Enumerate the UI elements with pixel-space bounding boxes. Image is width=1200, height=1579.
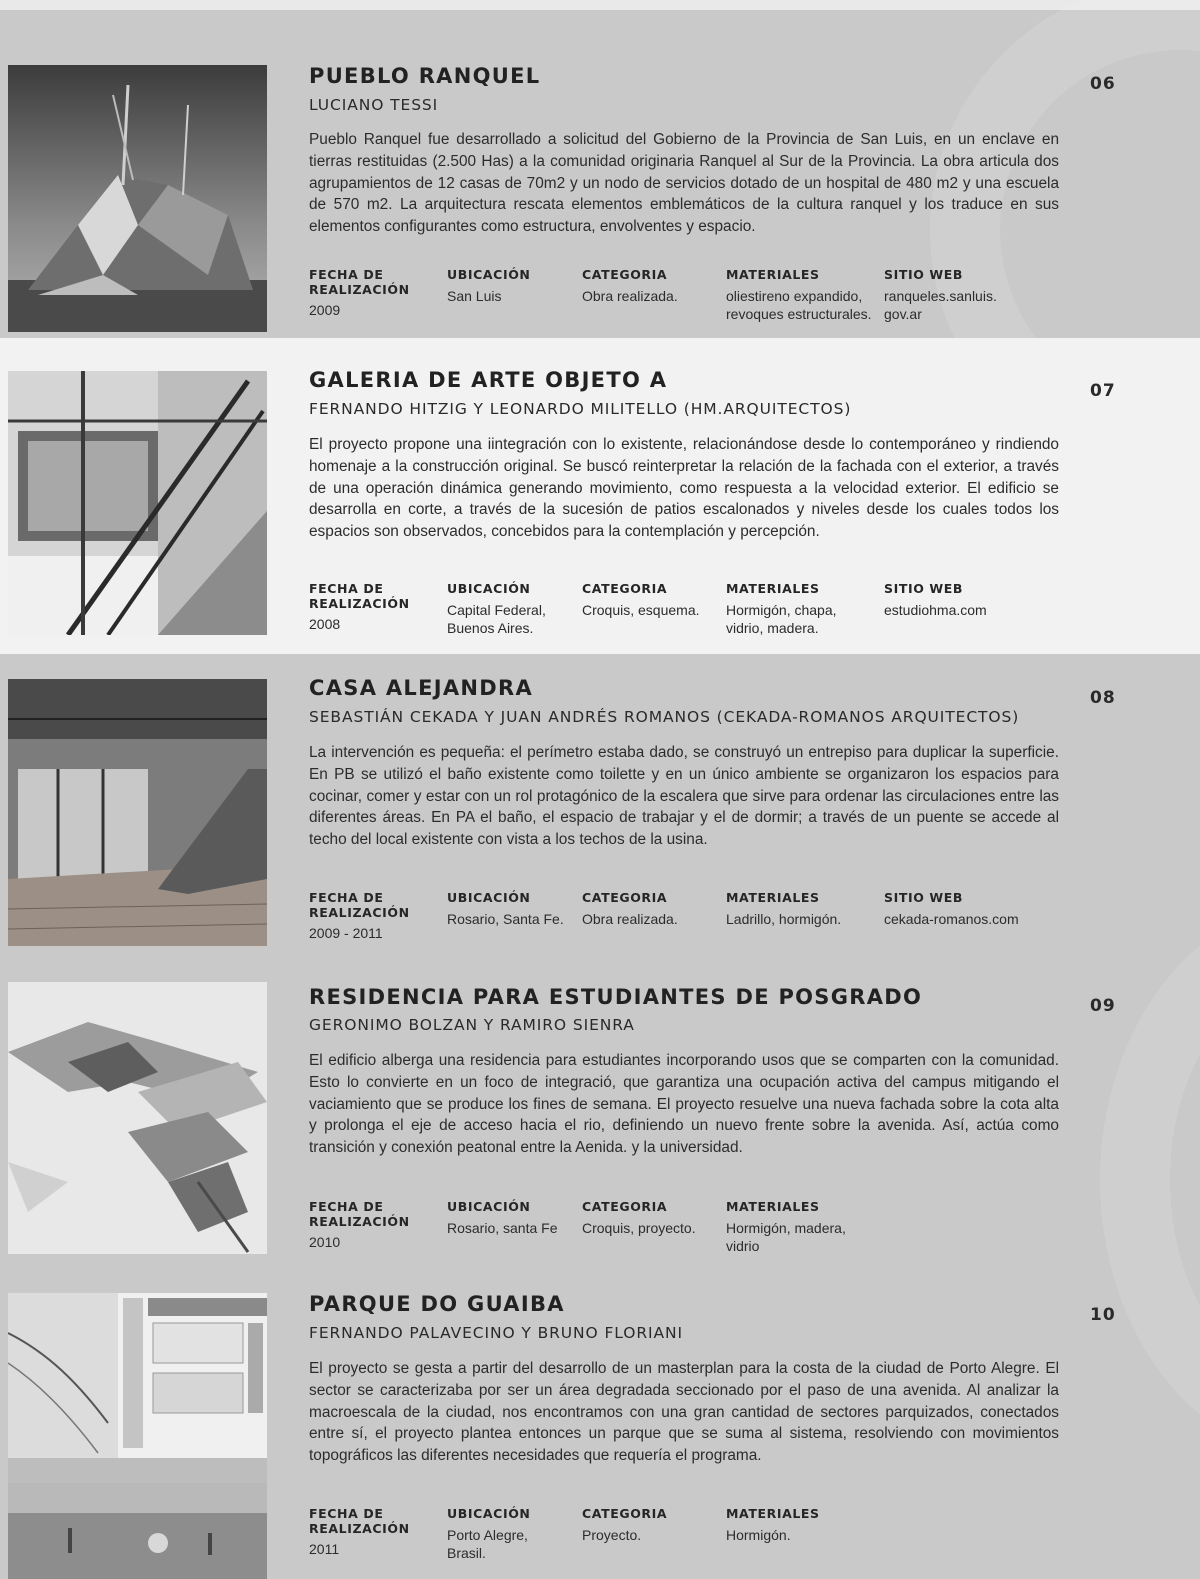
project-entry bbox=[0, 962, 1200, 1271]
website-value: cekada-romanos.com bbox=[884, 911, 1019, 927]
project-number: 09 bbox=[1090, 996, 1116, 1016]
location-value: Porto Alegre, Brasil. bbox=[447, 1527, 528, 1561]
date-value: 2009 bbox=[309, 302, 341, 318]
date-value: 2008 bbox=[309, 616, 341, 632]
project-title: PARQUE DO GUAIBA bbox=[309, 1292, 565, 1316]
materials-value: Hormigón, chapa, vidrio, madera. bbox=[726, 602, 837, 636]
project-number: 06 bbox=[1090, 74, 1116, 94]
category-value: Obra realizada. bbox=[582, 911, 678, 927]
category-value: Croquis, esquema. bbox=[582, 602, 700, 618]
category-value: Obra realizada. bbox=[582, 288, 678, 304]
location-label: UBICACIÓN bbox=[447, 581, 531, 596]
date-column bbox=[309, 890, 439, 942]
project-photo bbox=[8, 371, 267, 635]
project-authors: SEBASTIÁN CEKADA Y JUAN ANDRÉS ROMANOS (CEKADA-ROMANOS ARQUITECTOS) bbox=[309, 708, 1020, 726]
materials-column bbox=[726, 1199, 881, 1255]
date-column bbox=[309, 1199, 439, 1251]
date-label: FECHA DE REALIZACIÓN bbox=[309, 581, 410, 611]
category-column bbox=[582, 890, 722, 928]
project-title: RESIDENCIA PARA ESTUDIANTES DE POSGRADO bbox=[309, 985, 923, 1009]
category-label: CATEGORIA bbox=[582, 581, 668, 596]
location-column bbox=[447, 267, 577, 305]
project-description: Pueblo Ranquel fue desarrollado a solicitud del Gobierno de la Provincia de San Luis, en un enclave en tierras restituidas (2.500 Has) a la comunidad originaria Ranquel al Sur de la Provincia. La obra articula dos agrupamientos de 12 casas de 70m2 y un nodo de servicios dotado de un hospital de 480 m2 y una escuela de 570 m2. La arquitectura rescata elementos emblemáticos de la cultura ranquel y los traduce en sus elementos configurantes como estructura, envolventes y espacio. bbox=[309, 131, 1059, 236]
materials-value: oliestireno expandido, revoques estructurales. bbox=[726, 288, 872, 322]
category-column bbox=[582, 267, 722, 305]
location-column bbox=[447, 1199, 577, 1237]
project-details bbox=[309, 890, 1069, 960]
project-description: El proyecto propone una iintegración con lo existente, relacionándose desde lo contemporáneo y rindiendo homenaje a la construcción original. Se buscó reinterpretar la relación de la fachada con el exterior, a través de una operación dinámica generando movimiento, como respuesta a la velocidad exterior. El edificio se desarrolla en corte, a través de la sucesión de patios escalonados y niveles desde los cuales todos los espacios son observados, concebidos para la contemplación y percepción. bbox=[309, 436, 1059, 541]
materials-column bbox=[726, 1506, 881, 1544]
project-photo bbox=[8, 982, 267, 1254]
project-title: CASA ALEJANDRA bbox=[309, 676, 534, 700]
date-column bbox=[309, 581, 439, 633]
project-title: GALERIA DE ARTE OBJETO A bbox=[309, 368, 668, 392]
date-value: 2009 - 2011 bbox=[309, 925, 383, 941]
location-label: UBICACIÓN bbox=[447, 1506, 531, 1521]
category-label: CATEGORIA bbox=[582, 890, 668, 905]
materials-value: Ladrillo, hormigón. bbox=[726, 911, 842, 927]
category-label: CATEGORIA bbox=[582, 1199, 668, 1214]
location-column bbox=[447, 890, 577, 928]
project-authors: LUCIANO TESSI bbox=[309, 96, 439, 114]
website-label: SITIO WEB bbox=[884, 581, 964, 596]
project-description: El proyecto se gesta a partir del desarrollo de un masterplan para la costa de la ciudad de Porto Alegre. El sector se caracterizaba por ser un área degradada seccionado por el paso de una avenida. Al analizar la macroescala de la ciudad, nos encontramos con una gran cantidad de sectores parquizados, conectados entre sí, el proyecto plantea entonces un parque que se suma al sistema, resolviendo con movimientos topográficos las diferentes necesidades que requería el programa. bbox=[309, 1360, 1059, 1465]
website-column bbox=[884, 581, 1044, 619]
category-value: Croquis, proyecto. bbox=[582, 1220, 696, 1236]
project-photo bbox=[8, 1293, 267, 1579]
category-label: CATEGORIA bbox=[582, 1506, 668, 1521]
project-authors: FERNANDO PALAVECINO Y BRUNO FLORIANI bbox=[309, 1324, 683, 1342]
location-value: Rosario, Santa Fe. bbox=[447, 911, 564, 927]
date-label: FECHA DE REALIZACIÓN bbox=[309, 1199, 410, 1229]
location-column bbox=[447, 1506, 577, 1562]
project-description: El edificio alberga una residencia para estudiantes incorporando usos que se comparten con la comunidad. Esto lo convierte en un foco de integració, que garantiza una ocupación activa del campus mitigando el vaciamiento que se produce los fines de semana. El proyecto resuelve una nueva fachada sobre la cota alta y prolonga el eje de acceso hacia el rio, definiendo un nuevo frente sobre la avenida. Así, actúa como transición y conexión peatonal entre la Aenida. y la universidad. bbox=[309, 1052, 1059, 1157]
website-value: estudiohma.com bbox=[884, 602, 987, 618]
website-value: ranqueles.sanluis. gov.ar bbox=[884, 288, 997, 322]
category-label: CATEGORIA bbox=[582, 267, 668, 282]
location-label: UBICACIÓN bbox=[447, 1199, 531, 1214]
materials-column bbox=[726, 267, 881, 323]
project-entry bbox=[0, 1271, 1200, 1579]
location-column bbox=[447, 581, 577, 637]
date-label: FECHA DE REALIZACIÓN bbox=[309, 890, 410, 920]
project-number: 07 bbox=[1090, 381, 1116, 401]
materials-column bbox=[726, 581, 881, 637]
materials-label: MATERIALES bbox=[726, 1199, 820, 1214]
location-value: San Luis bbox=[447, 288, 502, 304]
materials-value: Hormigón, madera, vidrio bbox=[726, 1220, 846, 1254]
project-details bbox=[309, 581, 1069, 651]
materials-label: MATERIALES bbox=[726, 267, 820, 282]
project-description: La intervención es pequeña: el perímetro estaba dado, se construyó un entrepiso para duplicar la superficie. En PB se utilizó el baño existente como toilette y en un único ambiente se organizaron los espacios para cocinar, comer y estar con un rol protagónico de la escalera que sirve para ordenar las circulaciones entre las diferentes áreas. En PA el baño, el espacio de trabajar y el de dormir; a través de un puente se accede al techo del local existente con vista a los techos de la usina. bbox=[309, 744, 1059, 849]
location-label: UBICACIÓN bbox=[447, 890, 531, 905]
category-column bbox=[582, 1506, 722, 1544]
project-details bbox=[309, 1199, 1069, 1269]
materials-value: Hormigón. bbox=[726, 1527, 791, 1543]
project-authors: GERONIMO BOLZAN Y RAMIRO SIENRA bbox=[309, 1016, 635, 1034]
project-entry bbox=[0, 654, 1200, 962]
location-value: Capital Federal, Buenos Aires. bbox=[447, 602, 546, 636]
materials-column bbox=[726, 890, 881, 928]
category-column bbox=[582, 1199, 722, 1237]
date-label: FECHA DE REALIZACIÓN bbox=[309, 1506, 410, 1536]
project-title: PUEBLO RANQUEL bbox=[309, 64, 541, 88]
project-entry bbox=[0, 338, 1200, 654]
project-details bbox=[309, 267, 1069, 337]
materials-label: MATERIALES bbox=[726, 1506, 820, 1521]
top-strip bbox=[0, 0, 1200, 10]
date-value: 2011 bbox=[309, 1541, 340, 1557]
project-number: 10 bbox=[1090, 1305, 1116, 1325]
category-value: Proyecto. bbox=[582, 1527, 642, 1543]
materials-label: MATERIALES bbox=[726, 581, 820, 596]
project-authors: FERNANDO HITZIG Y LEONARDO MILITELLO (HM.ARQUITECTOS) bbox=[309, 400, 852, 418]
project-photo bbox=[8, 679, 267, 946]
website-column bbox=[884, 267, 1044, 323]
location-value: Rosario, santa Fe bbox=[447, 1220, 558, 1236]
website-column bbox=[884, 890, 1044, 928]
materials-label: MATERIALES bbox=[726, 890, 820, 905]
project-photo bbox=[8, 65, 267, 332]
project-entry bbox=[0, 40, 1200, 338]
project-number: 08 bbox=[1090, 688, 1116, 708]
website-label: SITIO WEB bbox=[884, 890, 964, 905]
category-column bbox=[582, 581, 722, 619]
date-column bbox=[309, 1506, 439, 1558]
location-label: UBICACIÓN bbox=[447, 267, 531, 282]
project-details bbox=[309, 1506, 1069, 1576]
date-value: 2010 bbox=[309, 1234, 341, 1250]
date-label: FECHA DE REALIZACIÓN bbox=[309, 267, 410, 297]
website-label: SITIO WEB bbox=[884, 267, 964, 282]
date-column bbox=[309, 267, 439, 319]
